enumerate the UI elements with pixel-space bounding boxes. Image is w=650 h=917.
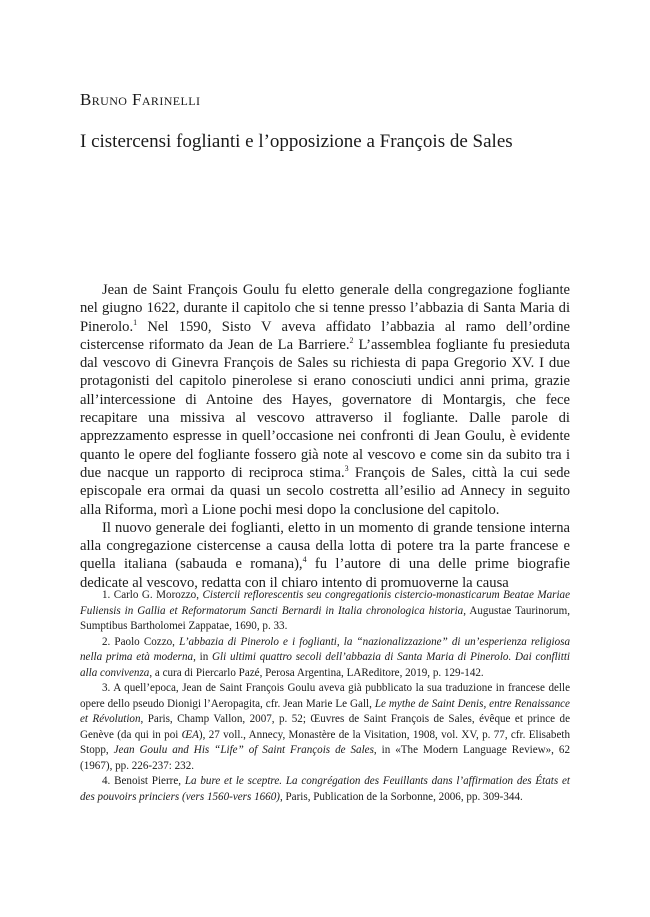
text-segment: François de Sales, città la cui sede episcopale era ormai da quasi un secolo costretta all’esilio ad Annecy in seguito alla Riforma, morì a Lione pochi mesi dopo la conclusione del capitolo. <box>80 464 570 518</box>
footnote-text: , Augustae Taurinorum, Sumptibus Bartholomei Zappatae, 1690, p. 33. <box>80 604 570 632</box>
footnote-title: L’abbazia di Pinerolo e i foglianti, la “nazionalizzazione” di un’esperienza religiosa nella prima età moderna <box>80 635 570 663</box>
footnote-title: ŒA <box>181 728 199 741</box>
footnote-ref-4[interactable]: 4 <box>302 555 307 565</box>
footnote-4 <box>80 774 570 805</box>
footnote-title: Le mythe de Saint Denis, entre Renaissance et Révolution <box>80 697 570 725</box>
footnote-1 <box>80 588 570 635</box>
footnote-title: Gli ultimi quattro secoli dell’abbazia di Santa Maria di Pinerolo. Dai conflitti alla convivenza <box>80 651 570 679</box>
footnote-title: Cistercii reflorescentis seu congregationis cistercio-monasticarum Beatae Mariae Fuliensis in Gallia et Reformatorum Sancti Bernardi in Italia chronologica historia <box>80 589 571 617</box>
footnote-text: , in «The Modern Language Review», 62 (1967), pp. 226-237: 232. <box>80 744 570 772</box>
article-title: I cistercensi foglianti e l’opposizione a François de Sales <box>80 131 513 152</box>
text-segment: Nel 1590, Sisto V aveva affidato l’abbazia al ramo dell’ordine cistercense riformato da Jean de La Barriere. <box>80 318 570 353</box>
footnote-text: 1. Carlo G. Morozzo, <box>102 589 203 601</box>
footnote-text: , Paris, Champ Vallon, 2007, p. 52; Œuvres de Saint François de Sales, évêque et prince de Genève (da qui in poi <box>80 713 570 741</box>
footnote-2 <box>80 635 570 682</box>
footnote-text: , Paris, Publication de la Sorbonne, 2006, pp. 309-344. <box>279 790 523 803</box>
footnote-title: Jean Goulu and His “Life” of Saint François de Sales <box>113 744 374 756</box>
text-segment: Jean de Saint François Goulu fu eletto generale della congregazione fogliante nel giugno 1622, durante il capitolo che si tenne presso l’abbazia di Santa Maria di Pinerolo. <box>80 282 570 335</box>
text-segment: fu l’autore di una delle prime biografie dedicate al vescovo, redatta con il chiaro intento di promuoverne la causa <box>80 556 570 591</box>
paragraph <box>80 281 570 519</box>
footnotes <box>80 588 570 805</box>
footnote-ref-2[interactable]: 2 <box>349 336 354 346</box>
text-segment: L’assemblea fogliante fu presieduta dal vescovo di Ginevra François de Sales su richiesta di papa Gregorio XV. I due protagonisti del capitolo pinerolese si erano conosciuti undici anni prima, grazie all’intercessione di Antoine des Hayes, governatore di Montargis, che fece recapitare una missiva al vescovo attraverso il fogliante. Dalle parole di apprezzamento espresse in quell’occasione nei confronti di Jean Goulu, è evidente quanto le opere del fogliante fossero già note al vescovo e come sin da subito tra i due nacque un rapporto di reciproca stima. <box>80 336 570 481</box>
paragraph <box>80 519 570 592</box>
footnote-text: , a cura di Piercarlo Pazé, Perosa Argentina, LAReditore, 2019, p. 129-142. <box>149 666 484 679</box>
footnote-title: La bure et le sceptre. La congrégation des Feuillants dans l’affirmation des États et des pouvoirs princiers (vers 1560-vers 1660) <box>80 775 570 803</box>
footnote-ref-3[interactable]: 3 <box>344 464 349 474</box>
footnote-ref-1[interactable]: 1 <box>133 317 138 327</box>
footnote-text: 2. Paolo Cozzo, <box>102 635 180 648</box>
text-segment: Il nuovo generale dei foglianti, eletto in un momento di grande tensione interna alla congregazione cistercense a causa della lotta di potere tra la parte francese e quella italiana (sabauda e romana), <box>80 519 570 573</box>
footnote-text: 3. A quell’epoca, Jean de Saint François Goulu aveva già pubblicato la sua traduzione in francese delle opere dello pseudo Dionigi l’Aeropagita, cfr. Jean Marie Le Gall, <box>80 682 570 710</box>
footnote-text: ), 27 voll., Annecy, Monastère de la Visitation, 1908, vol. XV, p. 77, cfr. Elisabeth Stopp, <box>80 728 570 756</box>
footnote-text: , in <box>193 651 213 663</box>
author-name: Bruno Farinelli <box>80 90 201 109</box>
body-text <box>80 281 570 592</box>
footnote-text: 4. Benoist Pierre, <box>102 775 185 787</box>
footnote-3 <box>80 681 570 774</box>
